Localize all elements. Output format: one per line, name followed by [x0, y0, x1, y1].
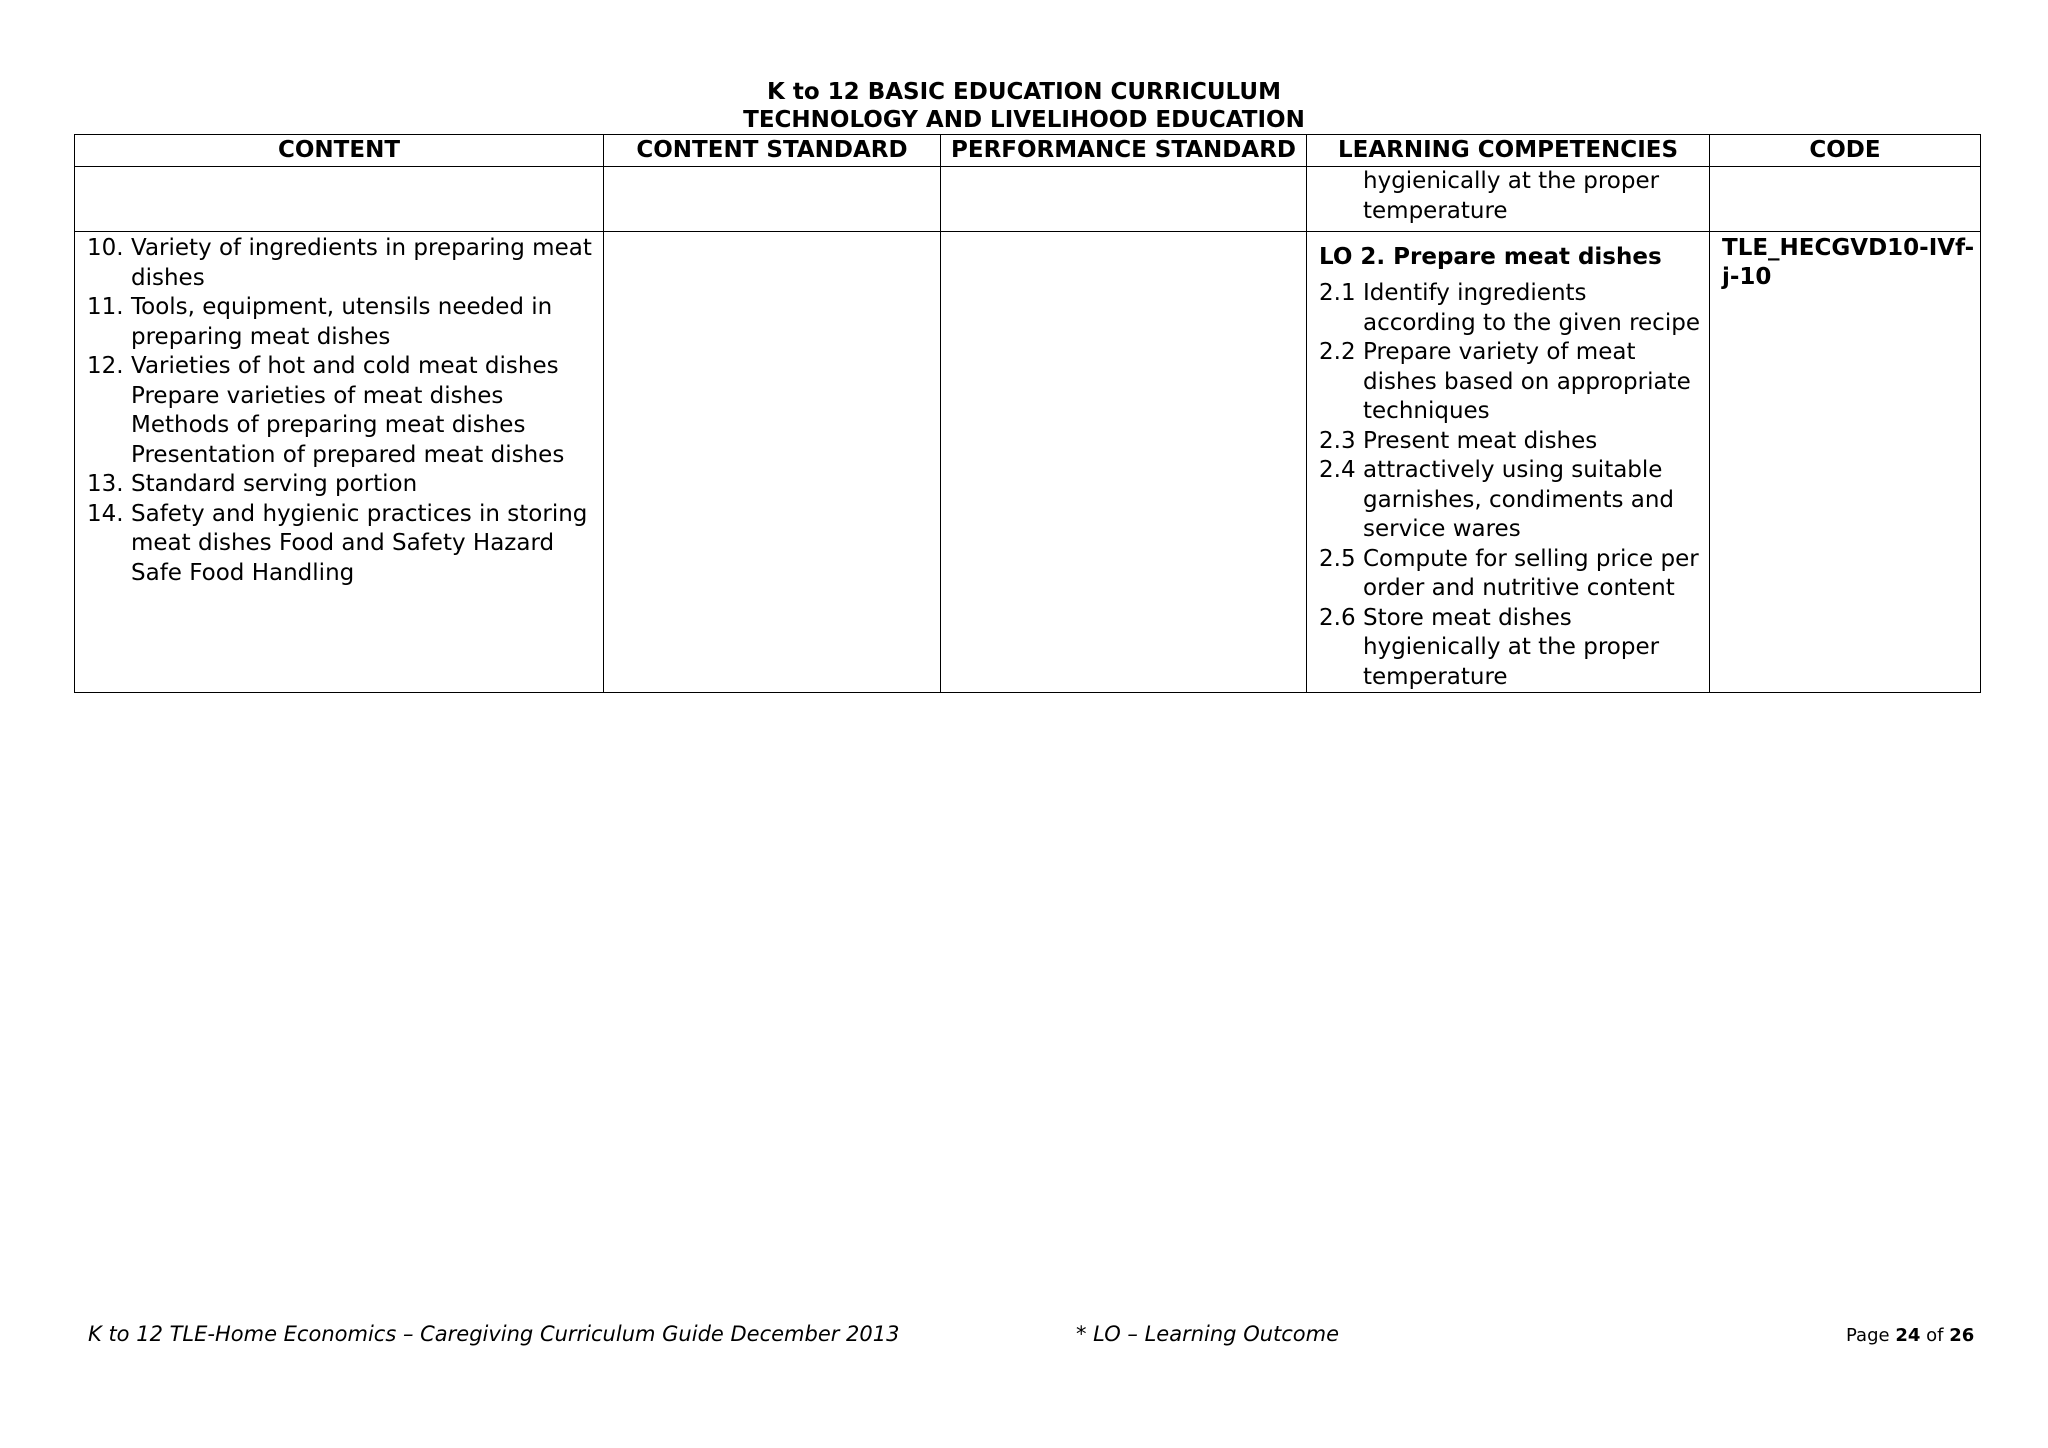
content-list-item — [75, 234, 603, 293]
item-text: Varieties of hot and cold meat dishes Prepare varieties of meat dishes Methods of preparing meat dishes Presentation of prepared meat dishes — [131, 353, 565, 468]
footer-document-title: K to 12 TLE-Home Economics – Caregiving Curriculum Guide December 2013 — [88, 1322, 900, 1346]
item-number: 2.6 — [1319, 604, 1356, 631]
page-label: Page — [1846, 1325, 1890, 1346]
item-number: 2.2 — [1319, 339, 1356, 365]
competency-code: TLE_HECGVD10-IVf-j-10 — [1722, 235, 1975, 290]
item-number: 12. — [87, 353, 124, 379]
page-current: 24 — [1895, 1325, 1921, 1346]
competency-item — [1307, 279, 1709, 338]
learning-outcome-title: LO 2. Prepare meat dishes — [1319, 244, 1662, 270]
cell-performance-standard — [941, 167, 1307, 232]
table-header-row — [75, 135, 1981, 167]
cell-performance-standard — [941, 232, 1307, 693]
item-number: 10. — [87, 235, 124, 261]
table-row — [75, 232, 1981, 693]
item-text: Safety and hygienic practices in storing meat dishes Food and Safety Hazard Safe Food Handling — [131, 500, 588, 586]
cell-learning-competencies — [1307, 167, 1710, 232]
cell-content — [75, 167, 604, 232]
item-text: Store meat dishes hygienically at the proper temperature — [1363, 604, 1660, 690]
cell-learning-competencies — [1307, 232, 1710, 693]
competency-item — [1307, 456, 1709, 545]
item-number: 13. — [87, 471, 124, 497]
item-text: Prepare variety of meat dishes based on appropriate techniques — [1363, 339, 1691, 424]
item-text: Present meat dishes — [1363, 427, 1598, 454]
column-header-content-standard: CONTENT STANDARD — [604, 135, 941, 167]
column-header-learning-competencies: LEARNING COMPETENCIES — [1307, 135, 1710, 167]
cell-content-standard — [604, 167, 941, 232]
cell-content-standard — [604, 232, 941, 693]
cell-code — [1710, 232, 1981, 693]
table-row — [75, 167, 1981, 232]
item-number: 2.1 — [1319, 280, 1356, 306]
column-header-code: CODE — [1710, 135, 1981, 167]
item-number: 2.3 — [1319, 427, 1356, 454]
cell-content — [75, 232, 604, 693]
page-of: of — [1926, 1325, 1944, 1346]
competency-item — [1307, 427, 1709, 457]
content-list-item — [75, 500, 603, 589]
curriculum-table — [74, 134, 1981, 693]
item-text: attractively using suitable garnishes, condiments and service wares — [1363, 457, 1675, 542]
competency-list — [1307, 279, 1709, 692]
item-text: Variety of ingredients in preparing meat dishes — [131, 235, 592, 291]
column-header-performance-standard: PERFORMANCE STANDARD — [941, 135, 1307, 167]
item-number: 2.4 — [1319, 457, 1356, 483]
item-text: Standard serving portion — [131, 471, 418, 497]
continued-competency-text: hygienically at the proper temperature — [1363, 168, 1660, 224]
page-number — [1846, 1325, 1974, 1346]
cell-code — [1710, 167, 1981, 232]
item-text: Identify ingredients according to the given recipe — [1363, 280, 1700, 336]
item-text: Compute for selling price per order and nutritive content — [1363, 545, 1699, 601]
competency-item — [1307, 604, 1709, 693]
item-text: Tools, equipment, utensils needed in preparing meat dishes — [131, 294, 553, 350]
item-number: 14. — [87, 500, 124, 527]
competency-item — [1307, 338, 1709, 427]
competency-item — [1307, 545, 1709, 604]
column-header-content: CONTENT — [75, 135, 604, 167]
page-total: 26 — [1949, 1325, 1975, 1346]
content-list-item — [75, 293, 603, 352]
title-line-1: K to 12 BASIC EDUCATION CURRICULUM — [767, 79, 1281, 105]
title-line-2: TECHNOLOGY AND LIVELIHOOD EDUCATION — [743, 107, 1305, 133]
content-list — [75, 232, 603, 588]
footer-lo-note: * LO – Learning Outcome — [1076, 1322, 1340, 1346]
content-list-item — [75, 352, 603, 470]
content-list-item — [75, 470, 603, 500]
item-number: 2.5 — [1319, 545, 1356, 572]
document-header — [0, 78, 2048, 134]
item-number: 11. — [87, 294, 124, 320]
